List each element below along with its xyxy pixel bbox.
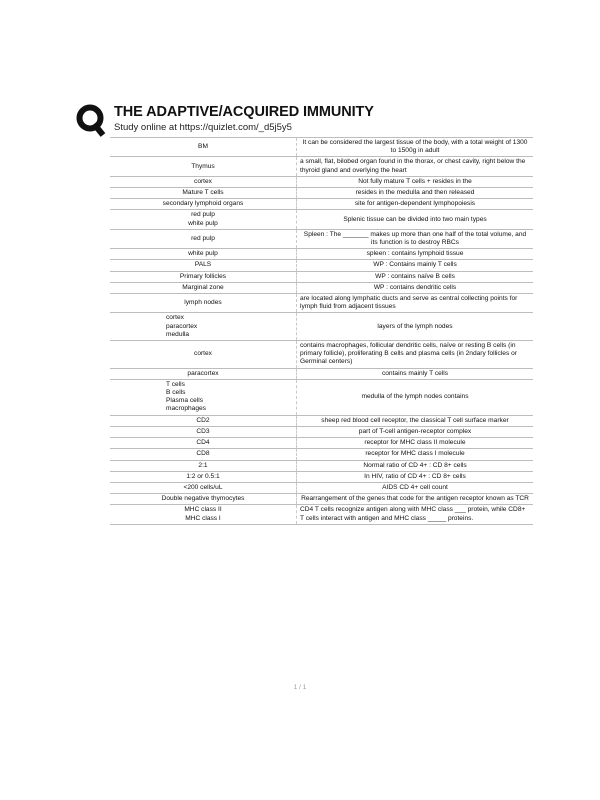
definition-cell: It can be considered the largest tissue of the body, with a total weight of 1300 to 1500g in adult <box>297 138 534 157</box>
definition-cell: WP : Contains mainly T cells <box>297 260 534 271</box>
definition-cell: Normal ratio of CD 4+ : CD 8+ cells <box>297 460 534 471</box>
term-cell: cortex <box>110 176 297 187</box>
table-row <box>110 505 533 524</box>
table-row <box>110 188 533 199</box>
definition-cell: Splenic tissue can be divided into two main types <box>297 210 534 229</box>
table-row <box>110 368 533 379</box>
term-cell: MHC class II MHC class I <box>110 505 297 524</box>
term-cell: <200 cells/uL <box>110 482 297 493</box>
table-row <box>110 282 533 293</box>
table-row <box>110 199 533 210</box>
definition-cell: resides in the medulla and then released <box>297 188 534 199</box>
flashcard-table-container <box>110 137 533 525</box>
definition-cell: a small, flat, bilobed organ found in the thorax, or chest cavity, right below the thyroid gland and overlying the heart <box>297 157 534 176</box>
term-cell: red pulp <box>110 229 297 248</box>
table-row <box>110 249 533 260</box>
definition-cell: part of T-cell antigen-receptor complex <box>297 426 534 437</box>
definition-cell: Rearrangement of the genes that code for the antigen receptor known as TCR <box>297 494 534 505</box>
table-row <box>110 271 533 282</box>
table-row <box>110 229 533 248</box>
term-cell: Thymus <box>110 157 297 176</box>
term-cell: secondary lymphoid organs <box>110 199 297 210</box>
term-cell: cortex <box>110 341 297 369</box>
table-row <box>110 176 533 187</box>
definition-cell: WP : contains dendritic cells <box>297 282 534 293</box>
document-header <box>76 100 546 140</box>
definition-cell: medulla of the lymph nodes contains <box>297 379 534 415</box>
term-cell: T cells B cells Plasma cells macrophages <box>110 379 297 415</box>
table-row <box>110 138 533 157</box>
term-cell: PALS <box>110 260 297 271</box>
definition-cell: receptor for MHC class II molecule <box>297 438 534 449</box>
term-cell: paracortex <box>110 368 297 379</box>
table-row <box>110 494 533 505</box>
term-cell: lymph nodes <box>110 294 297 313</box>
definition-cell: contains macrophages, follicular dendritic cells, naïve or resting B cells (in primary follicle), proliferating B cells and plasma cells (in 2ndary follicles or Germinal centers) <box>297 341 534 369</box>
term-cell: 1:2 or 0.5:1 <box>110 471 297 482</box>
definition-cell: are located along lymphatic ducts and serve as central collecting points for lymph fluid from adjacent tissues <box>297 294 534 313</box>
table-row <box>110 449 533 460</box>
quizlet-q-logo-icon <box>76 102 106 138</box>
term-cell: CD4 <box>110 438 297 449</box>
definition-cell: receptor for MHC class I molecule <box>297 449 534 460</box>
term-cell: white pulp <box>110 249 297 260</box>
term-cell: cortex paracortex medulla <box>110 313 297 341</box>
table-row <box>110 438 533 449</box>
term-cell: Mature T cells <box>110 188 297 199</box>
term-cell: BM <box>110 138 297 157</box>
table-row <box>110 379 533 415</box>
table-row <box>110 313 533 341</box>
table-row <box>110 415 533 426</box>
definition-cell: Spleen : The _______ makes up more than one half of the total volume, and its function is to destroy RBCs <box>297 229 534 248</box>
definition-cell: layers of the lymph nodes <box>297 313 534 341</box>
table-row <box>110 471 533 482</box>
table-row <box>110 210 533 229</box>
term-cell: 2:1 <box>110 460 297 471</box>
term-cell: CD8 <box>110 449 297 460</box>
term-cell: CD2 <box>110 415 297 426</box>
table-row <box>110 157 533 176</box>
definition-cell: AIDS CD 4+ cell count <box>297 482 534 493</box>
definition-cell: WP : contains naïve B cells <box>297 271 534 282</box>
definition-cell: sheep red blood cell receptor, the classical T cell surface marker <box>297 415 534 426</box>
definition-cell: CD4 T cells recognize antigen along with MHC class ___ protein, while CD8+ T cells interact with antigen and MHC class _____ proteins. <box>297 505 534 524</box>
table-row <box>110 460 533 471</box>
term-cell: Primary follicles <box>110 271 297 282</box>
term-cell: Marginal zone <box>110 282 297 293</box>
term-cell: CD3 <box>110 426 297 437</box>
document-subtitle: Study online at https://quizlet.com/_d5j5y5 <box>114 122 292 133</box>
term-cell: red pulp white pulp <box>110 210 297 229</box>
table-row <box>110 294 533 313</box>
definition-cell: contains mainly T cells <box>297 368 534 379</box>
definition-cell: Not fully mature T cells + resides in the <box>297 176 534 187</box>
definition-cell: In HIV, ratio of CD 4+ : CD 8+ cells <box>297 471 534 482</box>
page-number: 1 / 1 <box>293 684 307 691</box>
table-row <box>110 426 533 437</box>
term-cell: Double negative thymocytes <box>110 494 297 505</box>
table-row <box>110 482 533 493</box>
table-row <box>110 260 533 271</box>
definition-cell: spleen : contains lymphoid tissue <box>297 249 534 260</box>
table-row <box>110 341 533 369</box>
definition-cell: site for antigen-dependent lymphopoiesis <box>297 199 534 210</box>
document-title: THE ADAPTIVE/ACQUIRED IMMUNITY <box>114 104 374 120</box>
flashcard-table <box>110 137 533 525</box>
